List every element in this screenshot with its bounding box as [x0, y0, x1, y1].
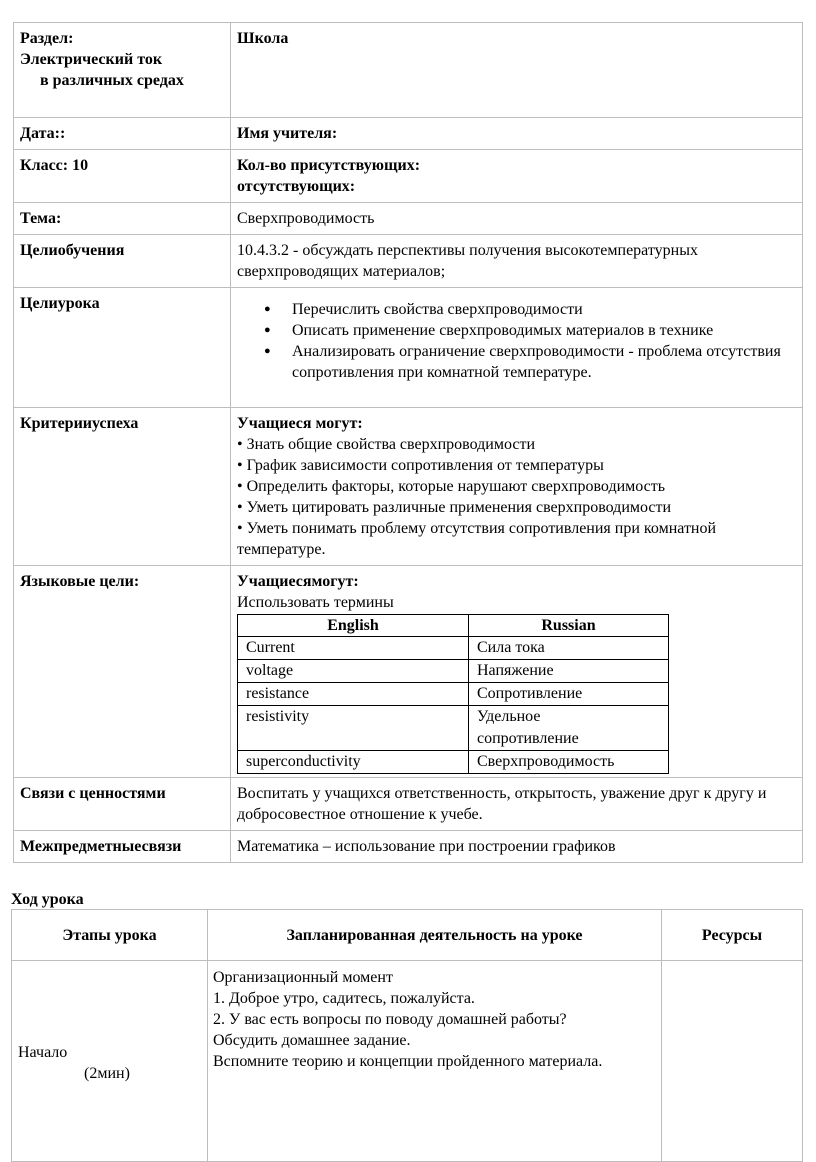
section-cell [14, 23, 231, 118]
school-label: Школа [231, 23, 803, 118]
learning-goals-value: 10.4.3.2 - обсуждать перспективы получения высокотемпературных сверхпроводящих материалов; [231, 235, 803, 288]
plan-activity-line: Обсудить домашнее задание. [213, 1032, 411, 1049]
language-heading: Учащиесямогут: [237, 573, 359, 590]
topic-label: Тема: [14, 203, 231, 235]
plan-activity-line: Организационный момент [213, 969, 393, 986]
section-line1: Электрический ток [20, 51, 163, 68]
terms-row [238, 683, 669, 706]
lesson-goal-item: ● Описать применение сверхпроводимых материалов в технике [292, 320, 796, 341]
plan-row [12, 961, 803, 1162]
terms-header-russian: Russian [469, 615, 669, 637]
plan-activity-line: 1. Доброе утро, садитесь, пожалуйста. [213, 990, 475, 1007]
cross-subject-value: Математика – использование при построении графиков [231, 831, 803, 863]
lesson-plan-heading: Ход урока [11, 891, 84, 908]
term-russian: Сопротивление [469, 683, 669, 706]
terms-row [238, 637, 669, 660]
lesson-goals-cell [231, 288, 803, 408]
date-label: Дата:: [14, 118, 231, 150]
lesson-plan-table [11, 909, 803, 1162]
term-english: superconductivity [238, 751, 469, 774]
learning-goals-label: Целиобучения [14, 235, 231, 288]
terms-row [238, 751, 669, 774]
terms-row [238, 706, 669, 751]
values-value: Воспитать у учащихся ответственность, открытость, уважение друг к другу и добросовестное отношение к учебе. [231, 778, 803, 831]
success-criteria-cell [231, 408, 803, 566]
term-russian: Удельное сопротивление [469, 706, 669, 751]
language-goals-cell [231, 566, 803, 778]
lesson-info-table [13, 22, 803, 863]
success-item: • Уметь понимать проблему отсутствия сопротивления при комнатной температуре. [237, 520, 717, 558]
values-label: Связи с ценностями [14, 778, 231, 831]
success-item: • Уметь цитировать различные применения сверхпроводимости [237, 499, 672, 516]
lesson-goal-item: ● Анализировать ограничение сверхпроводимости - проблема отсутствия сопротивления при комнатной температуре. [292, 341, 796, 383]
term-russian: Сверхпроводимость [469, 751, 669, 774]
lesson-goals-label: Целиурока [14, 288, 231, 408]
plan-stage-time: (2мин) [84, 1065, 130, 1082]
lesson-goals-list [237, 299, 796, 383]
topic-value: Сверхпроводимость [231, 203, 803, 235]
plan-header-stages: Этапы урока [12, 910, 208, 961]
teacher-label: Имя учителя: [231, 118, 803, 150]
section-label: Раздел: [20, 30, 74, 47]
cross-subject-label: Межпредметныесвязи [14, 831, 231, 863]
language-sub: Использовать термины [237, 594, 394, 611]
plan-header-activity: Запланированная деятельность на уроке [208, 910, 662, 961]
term-russian: Сила тока [469, 637, 669, 660]
plan-activity-cell [208, 961, 662, 1162]
term-english: resistivity [238, 706, 469, 751]
plan-header-resources: Ресурсы [662, 910, 803, 961]
success-criteria-label: Критерииуспеха [14, 408, 231, 566]
term-russian: Напяжение [469, 660, 669, 683]
term-english: voltage [238, 660, 469, 683]
success-heading: Учащиеся могут: [237, 415, 363, 432]
term-english: Current [238, 637, 469, 660]
success-item: • График зависимости сопротивления от температуры [237, 457, 604, 474]
absent-label: отсутствующих: [237, 178, 356, 195]
plan-stage-name: Начало [18, 1044, 68, 1061]
attendance-cell [231, 150, 803, 203]
section-line2: в различных средах [40, 72, 184, 89]
term-english: resistance [238, 683, 469, 706]
language-goals-label: Языковые цели: [14, 566, 231, 778]
lesson-goal-item: ● Перечислить свойства сверхпроводимости [292, 299, 796, 320]
success-item: • Знать общие свойства сверхпроводимости [237, 436, 536, 453]
terms-table [237, 614, 669, 774]
present-label: Кол-во присутствующих: [237, 157, 421, 174]
plan-activity-line: 2. У вас есть вопросы по поводу домашней работы? [213, 1011, 567, 1028]
terms-header-english: English [238, 615, 469, 637]
plan-resources-cell [662, 961, 803, 1162]
success-item: • Определить факторы, которые нарушают сверхпроводимость [237, 478, 666, 495]
class-label: Класс: 10 [14, 150, 231, 203]
plan-stage-cell [12, 961, 208, 1162]
terms-row [238, 660, 669, 683]
plan-activity-line: Вспомните теорию и концепции пройденного материала. [213, 1053, 603, 1070]
